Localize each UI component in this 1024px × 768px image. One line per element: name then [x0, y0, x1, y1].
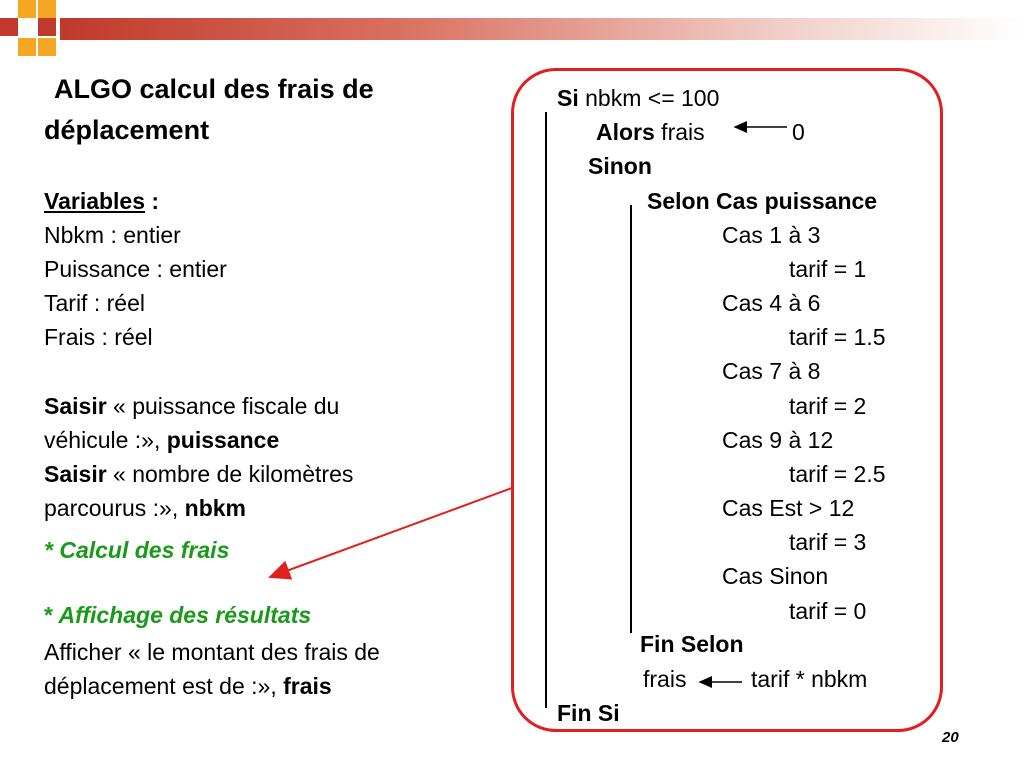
saisir2-keyword: Saisir — [44, 461, 107, 487]
case-label-1: Cas 1 à 3 — [722, 222, 821, 248]
saisir2-text1: « nombre de kilomètres — [106, 461, 354, 487]
red-pointer-arrow — [270, 488, 512, 577]
case-action-6: tarif = 0 — [789, 598, 867, 624]
case-label-4: Cas 9 à 12 — [722, 427, 834, 453]
selon-keyword: Selon Cas puissance — [647, 188, 878, 214]
comment-calcul-frais: * Calcul des frais — [44, 537, 230, 563]
case-action-2: tarif = 1.5 — [789, 324, 886, 350]
assign-expression: tarif * nbkm — [751, 666, 868, 692]
alors-var: frais — [654, 119, 705, 145]
saisir1-text1: « puissance fiscale du — [106, 393, 340, 419]
saisir2-text2: parcourus :», — [44, 495, 185, 521]
variable-tarif: Tarif : réel — [44, 290, 145, 316]
case-action-3: tarif = 2 — [789, 393, 867, 419]
page-number: 20 — [942, 729, 959, 746]
afficher-var: frais — [283, 673, 332, 699]
variable-nbkm: Nbkm : entier — [44, 222, 181, 248]
si-keyword: Si — [557, 85, 579, 111]
case-action-5: tarif = 3 — [789, 529, 867, 555]
case-label-3: Cas 7 à 8 — [722, 358, 821, 384]
saisir1-keyword: Saisir — [44, 393, 107, 419]
slide-title-line2: déplacement — [44, 115, 210, 145]
variable-puissance: Puissance : entier — [44, 256, 227, 282]
fin-selon-keyword: Fin Selon — [640, 631, 744, 657]
variables-label: Variables — [44, 188, 146, 214]
case-label-5: Cas Est > 12 — [722, 495, 855, 521]
si-condition: nbkm <= 100 — [578, 85, 720, 111]
assign-var: frais — [643, 666, 687, 692]
comment-affichage-star: * — [44, 602, 53, 628]
saisir2-var: nbkm — [184, 495, 246, 521]
case-label-6: Cas Sinon — [722, 563, 829, 589]
alors-value: 0 — [792, 119, 805, 145]
case-label-2: Cas 4 à 6 — [722, 290, 821, 316]
sinon-keyword: Sinon — [588, 153, 652, 179]
afficher-text2: déplacement est de :», — [44, 673, 284, 699]
variable-frais: Frais : réel — [44, 324, 153, 350]
variables-colon: : — [145, 188, 160, 214]
saisir1-var: puissance — [166, 427, 280, 453]
afficher-line1: Afficher « le montant des frais de — [44, 639, 380, 665]
slide-title-line1: ALGO calcul des frais de — [54, 74, 374, 104]
fin-si-keyword: Fin Si — [557, 700, 620, 726]
comment-affichage-text: Affichage des résultats — [52, 602, 312, 628]
case-action-1: tarif = 1 — [789, 256, 867, 282]
alors-keyword: Alors — [596, 119, 655, 145]
saisir1-text2: véhicule :», — [44, 427, 167, 453]
case-action-4: tarif = 2.5 — [789, 461, 886, 487]
